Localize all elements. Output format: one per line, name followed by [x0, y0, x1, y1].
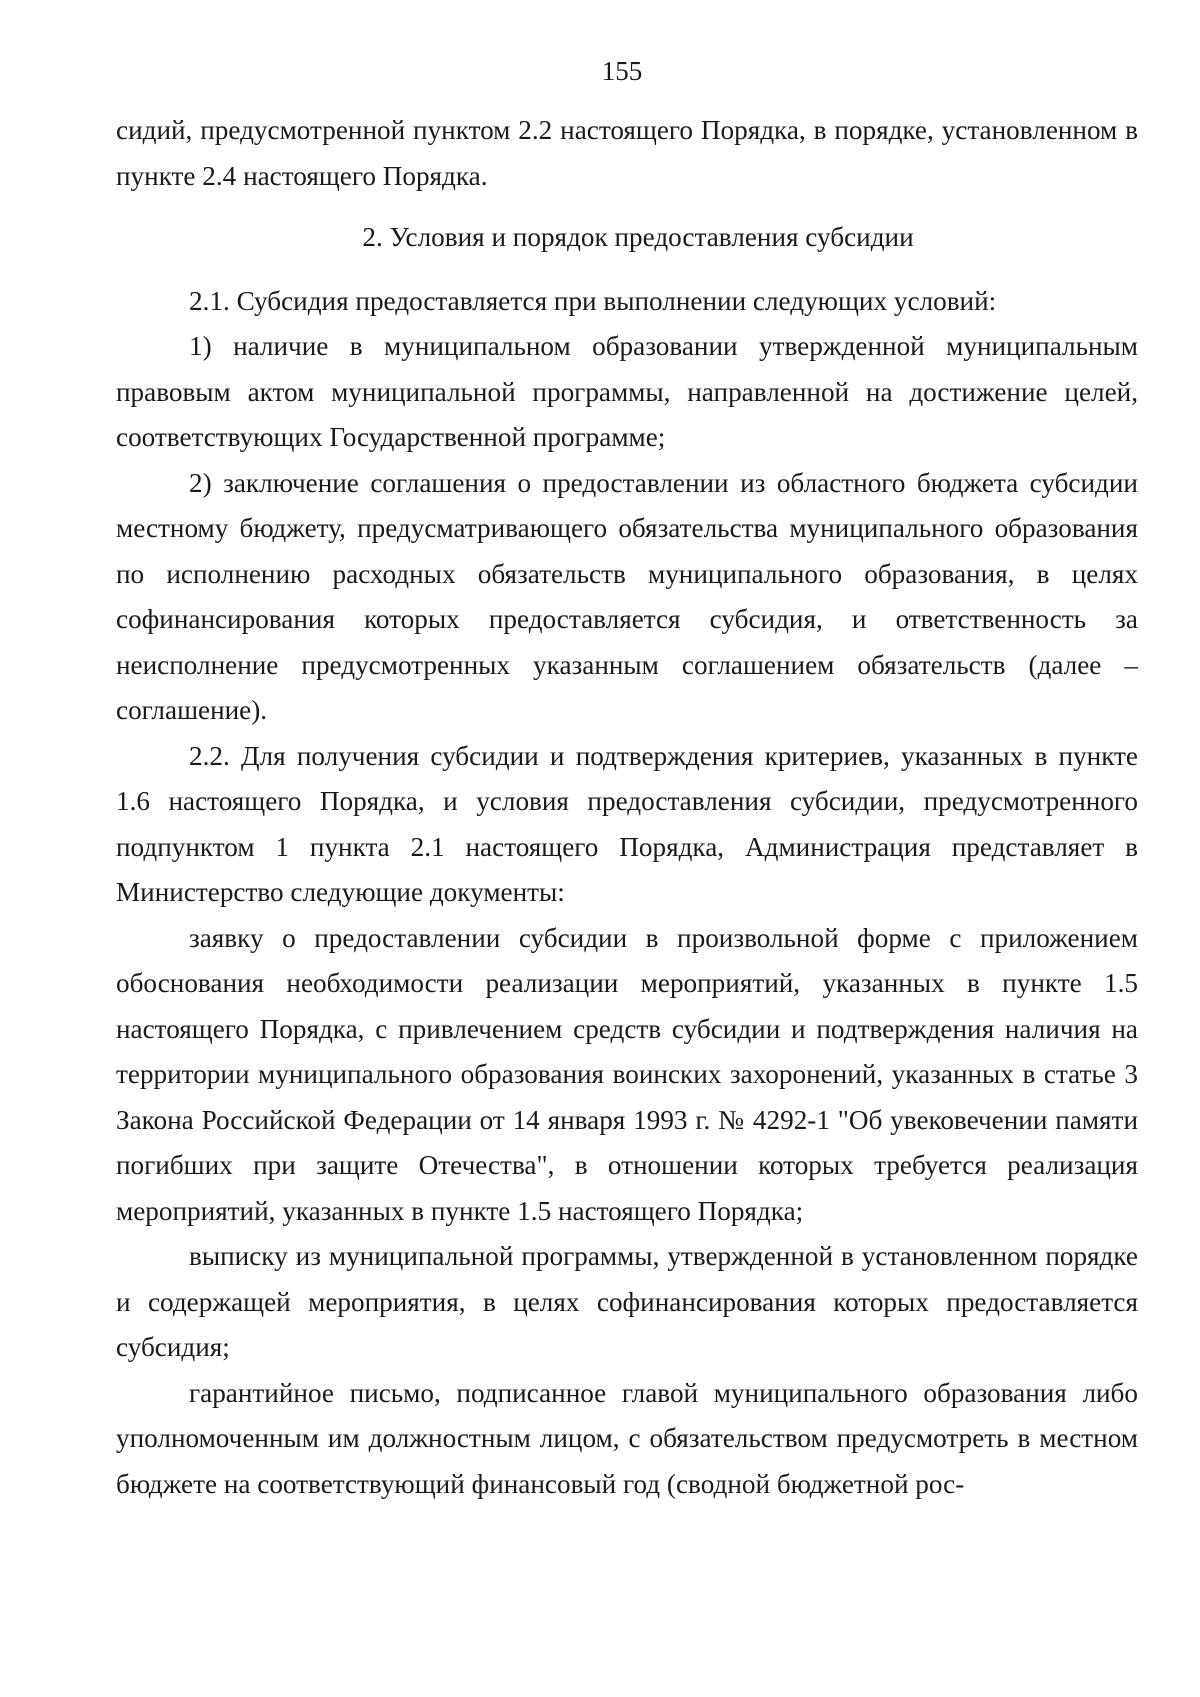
- paragraph-application: заявку о предоставлении субсидии в произвольной форме с приложением обоснования необходимости реализации мероприятий, указанных в пункте 1.5 настоящего Порядка, с привлечением средств субсидии и подтверждения наличия на территории муниципального образования воинских захоронений, указанных в статье 3 Закона Российской Федерации от 14 января 1993 г. № 4292-1 "Об увековечении памяти погибших при защите Отечества", в отношении которых требуется реализация мероприятий, указанных в пункте 1.5 настоящего Порядка;: [116, 922, 1138, 1226]
- document-body: [116, 108, 1138, 1507]
- paragraph-condition-2: 2) заключение соглашения о предоставлении из областного бюджета субсидии местному бюджету, предусматривающего обязательства муниципального образования по исполнению расходных обязательств муниципального образования, в целях софинансирования которых предоставляется субсидия, и ответственность за неисполнение предусмотренных указанным соглашением обязательств (далее – соглашение).: [116, 467, 1138, 725]
- paragraph-2-1: 2.1. Субсидия предоставляется при выполнении следующих условий:: [189, 285, 997, 316]
- paragraph-guarantee-letter: гарантийное письмо, подписанное главой муниципального образования либо уполномоченным им должностным лицом, с обязательством предусмотреть в местном бюджете на соответствующий финансовый год (сводной бюджетной рос-: [116, 1377, 1138, 1499]
- paragraph-program-extract: выписку из муниципальной программы, утвержденной в установленном порядке и содержащей мероприятия, в целях софинансирования которых предоставляется субсидия;: [116, 1241, 1138, 1362]
- paragraph-condition-1: 1) наличие в муниципальном образовании утвержденной муниципальным правовым актом муниципальной программы, направленной на достижение целей, соответствующих Государственной программе;: [116, 331, 1138, 452]
- section-heading: 2. Условия и порядок предоставления субсидии: [362, 222, 914, 252]
- paragraph-2-2: 2.2. Для получения субсидии и подтверждения критериев, указанных в пункте 1.6 настоящего Порядка, и условия предоставления субсидии, предусмотренного подпунктом 1 пункта 2.1 настоящего Порядка, Администрация представляет в Министерство следующие документы:: [116, 740, 1138, 907]
- paragraph-continuation: сидий, предусмотренной пунктом 2.2 настоящего Порядка, в порядке, установленном в пункте 2.4 настоящего Порядка.: [116, 115, 1138, 191]
- page-number: 155: [601, 56, 643, 86]
